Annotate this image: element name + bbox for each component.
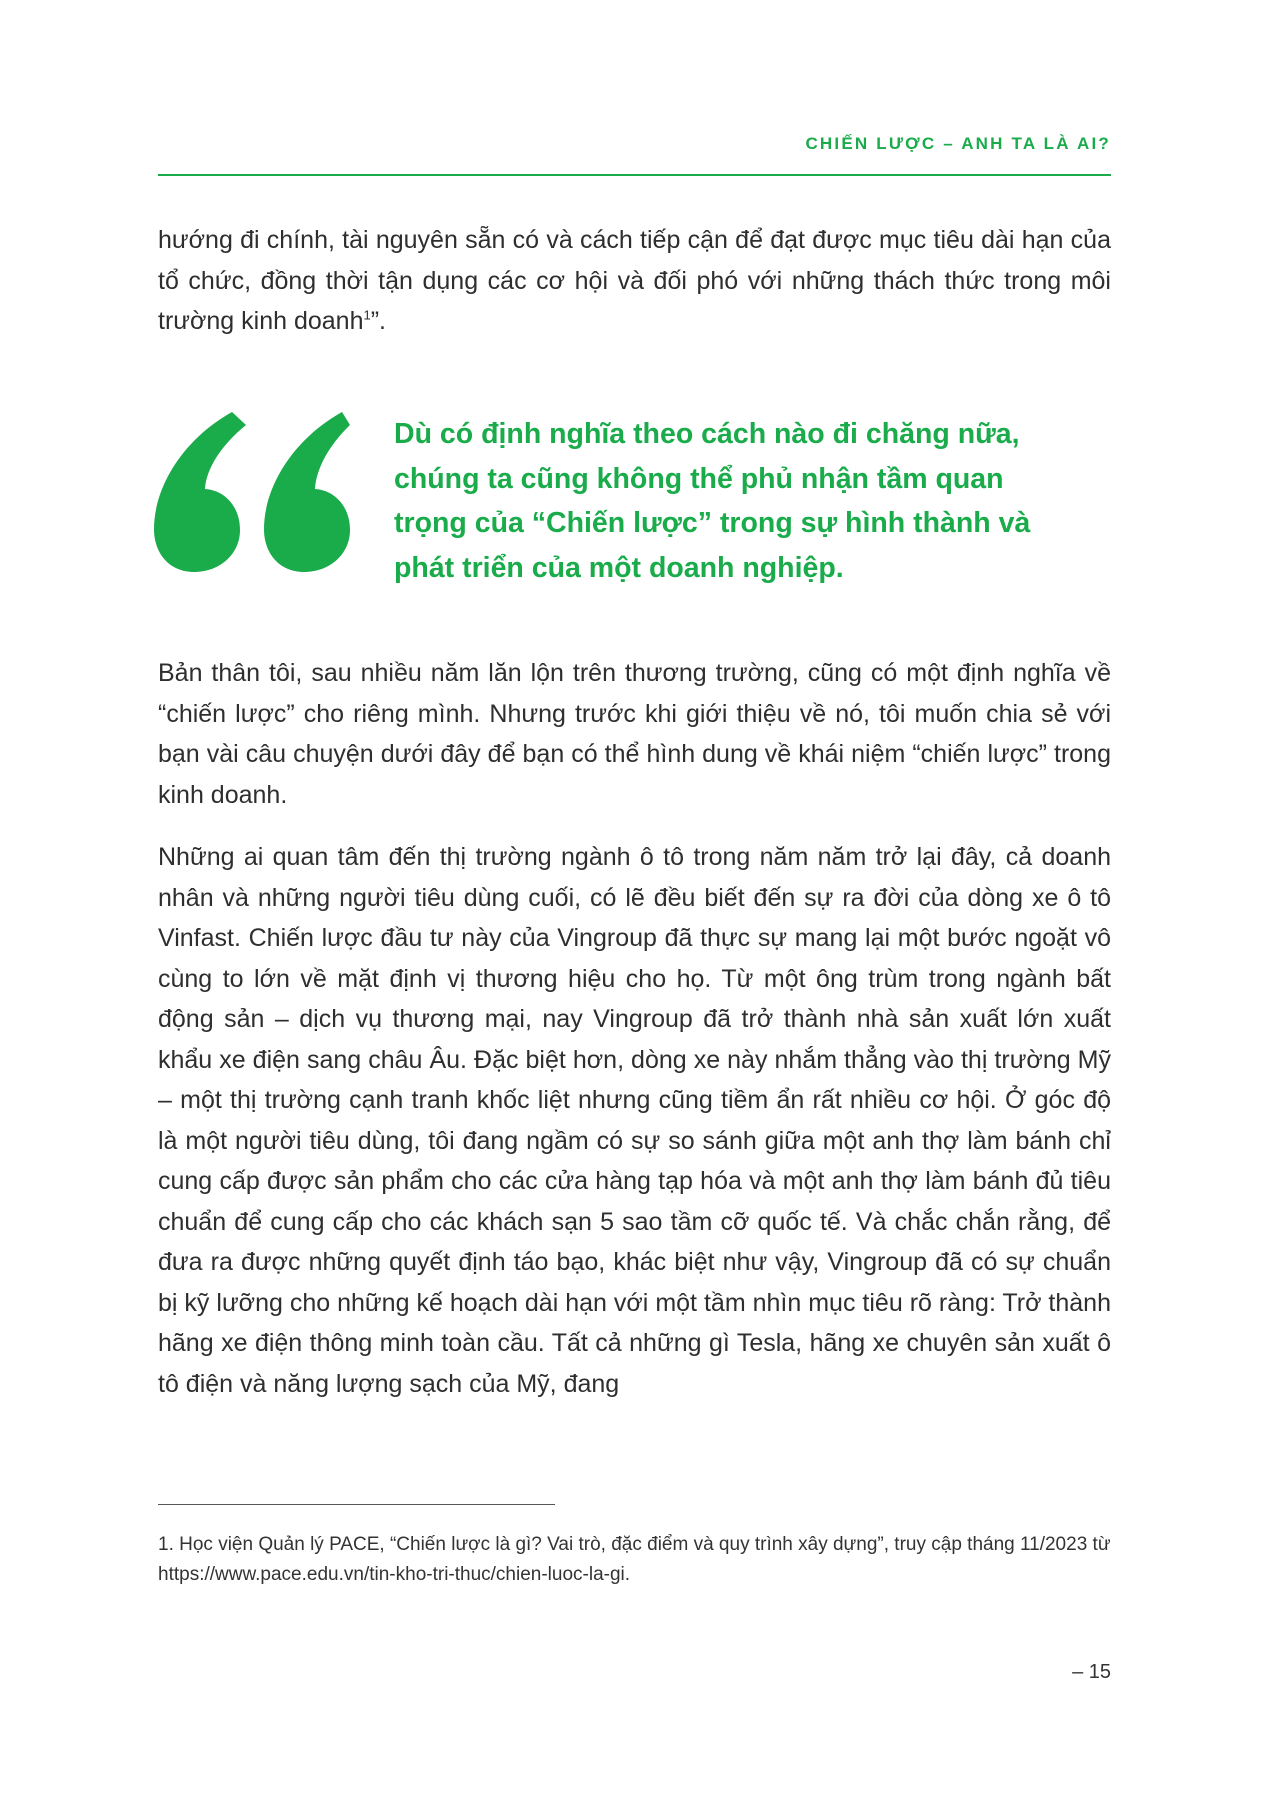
- paragraph-1-closing: ”.: [370, 307, 386, 335]
- paragraph-continued: [158, 220, 1111, 342]
- paragraph-3: Những ai quan tâm đến thị trường ngành ô tô trong năm năm trở lại đây, cả doanh nhân và những người tiêu dùng cuối, có lẽ đều biết đến sự ra đời của dòng xe ô tô Vinfast. Chiến lược đầu tư này của Vingroup đã thực sự mang lại một bước ngoặt vô cùng to lớn về mặt định vị thương hiệu cho họ. Từ một ông trùm trong ngành bất động sản – dịch vụ thương mại, nay Vingroup đã trở thành nhà sản xuất lớn xuất khẩu xe điện sang châu Âu. Đặc biệt hơn, dòng xe này nhắm thẳng vào thị trường Mỹ – một thị trường cạnh tranh khốc liệt nhưng cũng tiềm ẩn rất nhiều cơ hội. Ở góc độ là một người tiêu dùng, tôi đang ngầm có sự so sánh giữa một anh thợ làm bánh chỉ cung cấp được sản phẩm cho các cửa hàng tạp hóa và một anh thợ làm bánh đủ tiêu chuẩn để cung cấp cho các khách sạn 5 sao tầm cỡ quốc tế. Và chắc chắn rằng, để đưa ra được những quyết định táo bạo, khác biệt như vậy, Vingroup đã có sự chuẩn bị kỹ lưỡng cho những kế hoạch dài hạn với một tầm nhìn mục tiêu rõ ràng: Trở thành hãng xe điện thông minh toàn cầu. Tất cả những gì Tesla, hãng xe chuyên sản xuất ô tô điện và năng lượng sạch của Mỹ, đang: [158, 843, 1111, 1398]
- paragraph-2: Bản thân tôi, sau nhiều năm lăn lộn trên thương trường, cũng có một định nghĩa về “chiến lược” cho riêng mình. Nhưng trước khi giới thiệu về nó, tôi muốn chia sẻ với bạn vài câu chuyện dưới đây để bạn có thể hình dung về khái niệm “chiến lược” trong kinh doanh.: [158, 659, 1111, 809]
- paragraph-1-text: hướng đi chính, tài nguyên sẵn có và cách tiếp cận để đạt được mục tiêu dài hạn của tổ chức, đồng thời tận dụng các cơ hội và đối phó với những thách thức trong môi trường kinh doanh: [158, 226, 1111, 335]
- quotation-mark-icon: [154, 412, 350, 572]
- pull-quote: Dù có định nghĩa theo cách nào đi chăng nữa, chúng ta cũng không thể phủ nhận tầm quan trọng của “Chiến lược” trong sự hình thành và phát triển của một doanh nghiệp.: [394, 418, 1031, 584]
- header-divider: [158, 174, 1111, 176]
- footnote-reference[interactable]: 1: [363, 307, 371, 323]
- footnote-1: 1. Học viện Quản lý PACE, “Chiến lược là gì? Vai trò, đặc điểm và quy trình xây dựng”, truy cập tháng 11/2023 từ https://www.pace.edu.vn/tin-kho-tri-thuc/chien-luoc-la-gi.: [158, 1534, 1111, 1585]
- page-number: – 15: [1072, 1661, 1111, 1683]
- footnote-divider: [158, 1504, 555, 1505]
- running-header-title: CHIẾN LƯỢC – ANH TA LÀ AI?: [805, 134, 1111, 153]
